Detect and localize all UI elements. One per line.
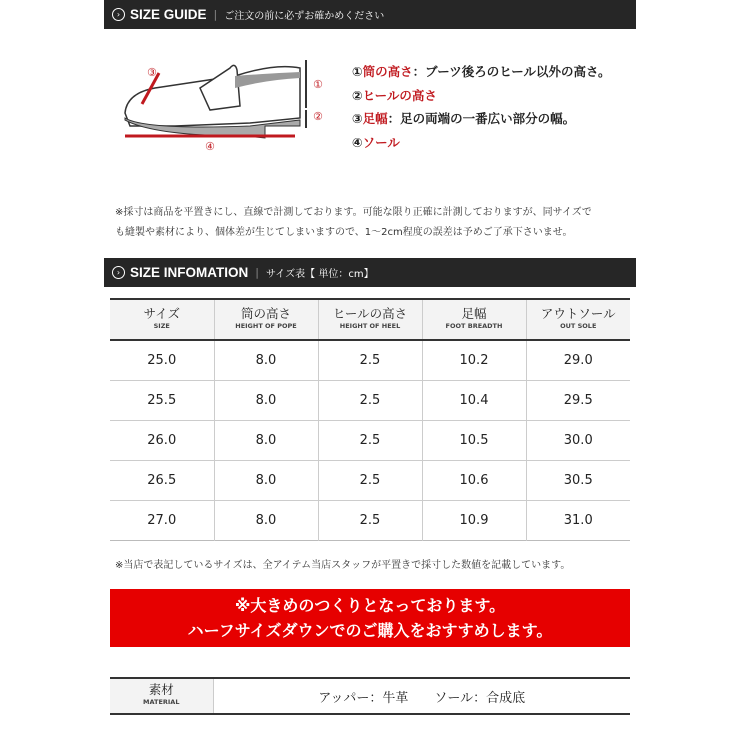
header-out-sole: アウトソール OUT SOLE bbox=[526, 299, 630, 340]
table-cell: 25.5 bbox=[110, 380, 214, 420]
def-num: ② bbox=[352, 87, 363, 103]
table-cell: 8.0 bbox=[214, 420, 318, 460]
table-row bbox=[110, 380, 630, 420]
table-cell: 8.0 bbox=[214, 340, 318, 380]
definition-item bbox=[352, 107, 611, 131]
table-cell: 10.2 bbox=[422, 340, 526, 380]
table-cell: 31.0 bbox=[526, 500, 630, 540]
def-term: ソール bbox=[362, 134, 400, 150]
table-row bbox=[110, 340, 630, 380]
chevron-right-circle-icon: › bbox=[112, 8, 125, 21]
table-cell: 8.0 bbox=[214, 380, 318, 420]
material-value: アッパー：牛革 ソール：合成底 bbox=[318, 690, 526, 706]
table-cell: 10.6 bbox=[422, 460, 526, 500]
table-cell: 2.5 bbox=[318, 500, 422, 540]
header-pope-height: 筒の高さ HEIGHT OF POPE bbox=[214, 299, 318, 340]
header-heel-height: ヒールの高さ HEIGHT OF HEEL bbox=[318, 299, 422, 340]
material-label: 素材 MATERIAL bbox=[110, 678, 213, 714]
table-cell: 30.5 bbox=[526, 460, 630, 500]
table-cell: 10.5 bbox=[422, 420, 526, 460]
definition-item bbox=[352, 60, 611, 84]
size-guide-header bbox=[104, 0, 636, 29]
table-cell: 2.5 bbox=[318, 380, 422, 420]
material-table bbox=[110, 677, 630, 715]
note-line: ※採寸は商品を平置きにし、直線で計測しております。可能な限り正確に計測しておりますが、同サイズで bbox=[115, 207, 592, 218]
store-note: ※当店で表記しているサイズは、全アイテム当店スタッフが平置きで採寸した数値を記載しています。 bbox=[115, 560, 571, 571]
material-row bbox=[110, 678, 630, 714]
divider: | bbox=[255, 266, 259, 279]
table-cell: 25.0 bbox=[110, 340, 214, 380]
header-size: サイズ SIZE bbox=[110, 299, 214, 340]
note-line: も縫製や素材により、個体差が生じてしまいますので、1～2cm程度の誤差は予めご了承下さいませ。 bbox=[115, 227, 573, 238]
section-title: SIZE GUIDE bbox=[130, 7, 207, 22]
table-cell: 27.0 bbox=[110, 500, 214, 540]
table-header-row bbox=[110, 299, 630, 340]
label-4: ④ bbox=[205, 140, 215, 153]
label-2: ② bbox=[313, 110, 323, 123]
measurement-note bbox=[115, 203, 592, 243]
banner-line: ハーフサイズダウンでのご購入をおすすめします。 bbox=[187, 621, 553, 640]
table-cell: 26.0 bbox=[110, 420, 214, 460]
table-cell: 2.5 bbox=[318, 420, 422, 460]
table-cell: 10.9 bbox=[422, 500, 526, 540]
def-term: 筒の高さ bbox=[362, 64, 413, 79]
table-row bbox=[110, 500, 630, 540]
def-num: ③ bbox=[352, 111, 363, 126]
label-3: ③ bbox=[147, 66, 157, 79]
table-row bbox=[110, 420, 630, 460]
table-cell: 10.4 bbox=[422, 380, 526, 420]
measurement-definitions bbox=[352, 60, 611, 154]
definition-item bbox=[352, 84, 611, 108]
header-foot-breadth: 足幅 FOOT BREADTH bbox=[422, 299, 526, 340]
table-cell: 30.0 bbox=[526, 420, 630, 460]
shoe-diagram bbox=[115, 48, 335, 158]
table-cell: 26.5 bbox=[110, 460, 214, 500]
divider: | bbox=[213, 8, 218, 21]
def-num: ④ bbox=[352, 134, 363, 150]
size-table bbox=[110, 298, 630, 541]
size-warning-banner bbox=[110, 589, 630, 647]
section-subtitle: サイズ表【 単位：cm】 bbox=[265, 269, 374, 280]
table-cell: 29.0 bbox=[526, 340, 630, 380]
table-cell: 2.5 bbox=[318, 460, 422, 500]
table-cell: 29.5 bbox=[526, 380, 630, 420]
def-desc: ：ブーツ後ろのヒール以外の高さ。 bbox=[412, 64, 611, 79]
size-info-header bbox=[104, 258, 636, 287]
section-subtitle: ご注文の前に必ずお確かめください bbox=[224, 11, 385, 22]
section-title: SIZE INFOMATION bbox=[130, 265, 249, 280]
label-1: ① bbox=[313, 78, 323, 91]
banner-line: ※大きめのつくりとなっております。 bbox=[234, 596, 506, 615]
table-cell: 8.0 bbox=[214, 460, 318, 500]
def-desc: ：足の両端の一番広い部分の幅。 bbox=[387, 111, 576, 126]
chevron-right-circle-icon: › bbox=[112, 266, 125, 279]
definition-item bbox=[352, 131, 611, 155]
def-term: 足幅 bbox=[362, 111, 388, 126]
table-cell: 2.5 bbox=[318, 340, 422, 380]
def-term: ヒールの高さ bbox=[362, 87, 437, 103]
table-cell: 8.0 bbox=[214, 500, 318, 540]
table-row bbox=[110, 460, 630, 500]
def-num: ① bbox=[352, 64, 363, 79]
